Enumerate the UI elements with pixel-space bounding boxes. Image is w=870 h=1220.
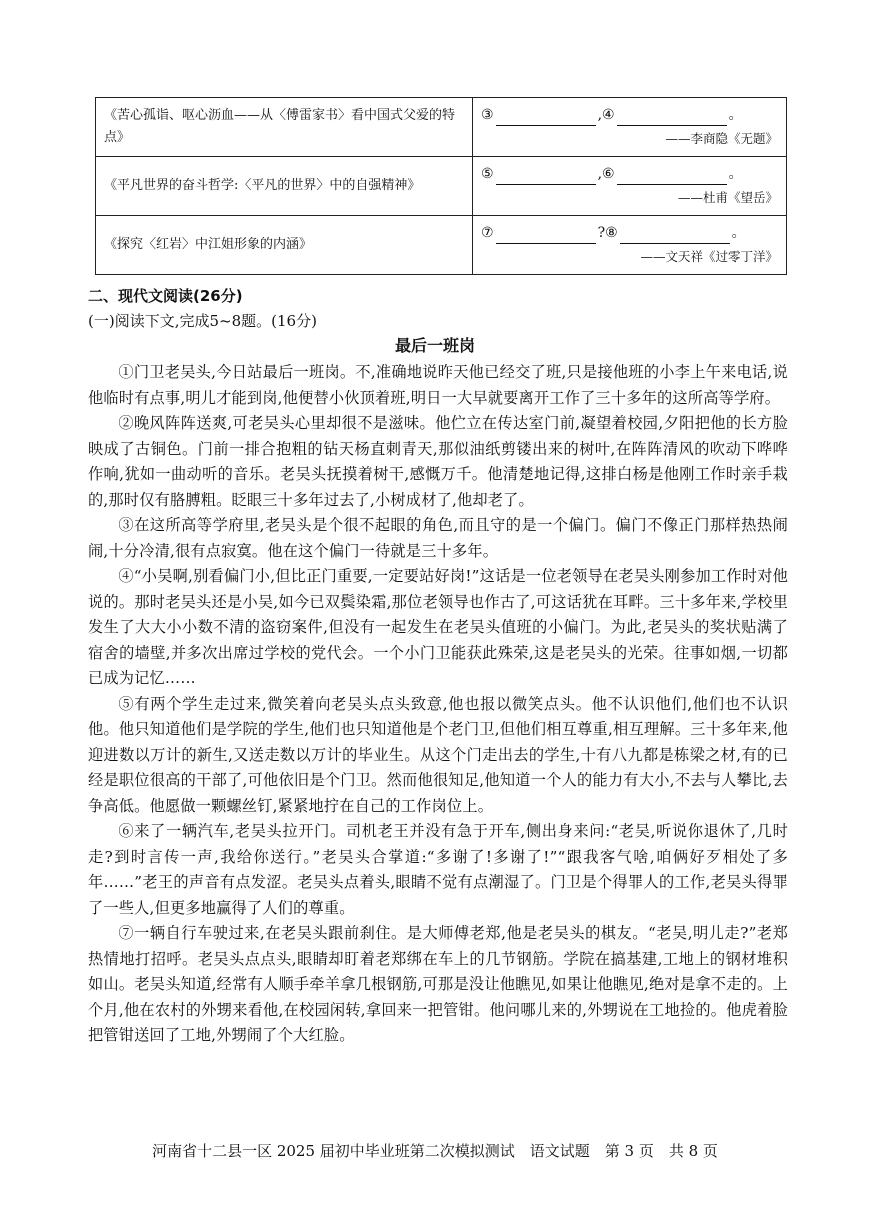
punctuation: 。 <box>731 225 746 241</box>
answer-cell <box>473 216 787 275</box>
paragraph-5: ⑤有两个学生走过来,微笑着向老吴头点头致意,他也报以微笑点头。他不认识他们,他们也不认识他。他只知道他们是学院的学生,他们也只知道他是个老门卫,但他们相互尊重,相互理解。三十多年来,他迎进数以万计的新生,又送走数以万计的毕业生。从这个门走出去的学生,十有八九都是栋梁之材,有的已经是职位很高的干部了,可他依旧是个门卫。然而他很知足,他知道一个人的能力有大小,不去与人攀比,去争高低。他愿做一颗螺丝钉,紧紧地拧在自己的工作岗位上。 <box>88 694 788 815</box>
poem-source: ——李商隐《无题》 <box>665 131 778 146</box>
page-footer: 河南省十二县一区 2025 届初中毕业班第二次模拟测试 语文试题 第 3 页 共 8 页 <box>152 1142 718 1160</box>
paragraph-4: ④“小吴啊,别看偏门小,但比正门重要,一定要站好岗!”这话是一位老领导在老吴头刚参加工作时对他说的。那时老吴头还是小吴,如今已双鬓染霜,那位老领导也作古了,可这话犹在耳畔。三十多年来,学校里发生了大大小小数不清的盗窃案件,但没有一起发生在老吴头值班的小偏门。为此,老吴头的奖状贴满了宿舍的墙壁,并多次出席过学校的党代会。一个小门卫能获此殊荣,这是老吴头的光荣。往事如烟,一切都已成为记忆…… <box>88 567 788 687</box>
table-row <box>96 98 787 157</box>
paragraph-3: ③在这所高等学府里,老吴头是个很不起眼的角色,而且守的是一个偏门。偏门不像正门那样热热闹闹,十分冷清,很有点寂寞。他在这个偏门一待就是三十多年。 <box>88 516 788 560</box>
answer-blank[interactable] <box>496 110 596 126</box>
answer-blank[interactable] <box>620 228 730 244</box>
punctuation: 。 <box>728 166 743 182</box>
paragraph-2: ②晚风阵阵送爽,可老吴头心里却很不是滋味。他伫立在传达室门前,凝望着校园,夕阳把他的长方脸映成了古铜色。门前一排合抱粗的钻天杨直刺青天,那似油纸剪镂出来的树叶,在阵阵清风的吹动下哗哗作响,犹如一曲动听的音乐。老吴头抚摸着树干,感慨万千。他清楚地记得,这排白杨是他刚工作时亲手栽的,那时仅有胳膊粗。眨眼三十多年过去了,小树成材了,他却老了。 <box>88 414 788 509</box>
poetry-fill-table <box>95 97 787 275</box>
blank-number: ⑥ <box>602 166 615 182</box>
section-heading: 二、现代文阅读(26分) <box>88 287 243 305</box>
punctuation: , <box>597 107 603 123</box>
paragraph-6: ⑥来了一辆汽车,老吴头拉开门。司机老王并没有急于开车,侧出身来问:“老吴,听说你退休了,几时走?到时言传一声,我给你送行。”老吴头合掌道:“多谢了!多谢了!”“跟我客气啥,咱俩好歹相处了多年……”老王的声音有点发涩。老吴头点着头,眼睛不觉有点潮湿了。门卫是个得罪人的工作,老吴头得罪了一些人,但更多地赢得了人们的尊重。 <box>88 822 788 917</box>
subsection-heading: (一)阅读下文,完成5~8题。(16分) <box>88 312 317 330</box>
table-row <box>96 157 787 216</box>
blank-number: ③ <box>481 107 494 123</box>
blank-number: ⑧ <box>605 225 618 241</box>
article-title: 最后一班岗 <box>394 336 475 355</box>
topic-cell: 《平凡世界的奋斗哲学:〈平凡的世界〉中的自强精神》 <box>96 157 473 216</box>
answer-line <box>481 163 778 185</box>
answer-blank[interactable] <box>496 228 596 244</box>
blank-number: ⑤ <box>481 166 494 182</box>
paragraph-7: ⑦一辆自行车驶过来,在老吴头跟前刹住。是大师傅老郑,他是老吴头的棋友。“老吴,明儿走?”老郑热情地打招呼。老吴头点点头,眼睛却盯着老郑绑在车上的几节钢筋。学院在搞基建,工地上的钢材堆积如山。老吴头知道,经常有人顺手牵羊拿几根钢筋,可那是没让他瞧见,如果让他瞧见,绝对是拿不走的。上个月,他在农村的外甥来看他,在校园闲转,拿回来一把管钳。他问哪儿来的,外甥说在工地捡的。他虎着脸把管钳送回了工地,外甥闹了个大红脸。 <box>88 924 788 1044</box>
punctuation: , <box>597 166 603 182</box>
answer-blank[interactable] <box>617 169 727 185</box>
punctuation: ? <box>597 225 606 241</box>
answer-cell <box>473 157 787 216</box>
article-body <box>88 360 788 1049</box>
blank-number: ⑦ <box>481 225 494 241</box>
poem-source: ——杜甫《望岳》 <box>677 190 778 205</box>
answer-cell <box>473 98 787 157</box>
answer-blank[interactable] <box>496 169 596 185</box>
answer-line <box>481 104 778 126</box>
topic-cell: 《苦心孤诣、呕心沥血——从〈傅雷家书〉看中国式父爱的特点》 <box>96 98 473 157</box>
answer-blank[interactable] <box>617 110 727 126</box>
topic-cell: 《探究〈红岩〉中江姐形象的内涵》 <box>96 216 473 275</box>
punctuation: 。 <box>728 107 743 123</box>
answer-line <box>481 222 778 244</box>
blank-number: ④ <box>602 107 615 123</box>
table-row <box>96 216 787 275</box>
paragraph-1: ①门卫老吴头,今日站最后一班岗。不,准确地说昨天他已经交了班,只是接他班的小李上午来电话,说他临时有点事,明儿才能到岗,他便替小伙顶着班,明日一大早就要离开工作了三十多年的这所高等学府。 <box>88 363 788 407</box>
poem-source: ——文天祥《过零丁洋》 <box>640 249 778 264</box>
